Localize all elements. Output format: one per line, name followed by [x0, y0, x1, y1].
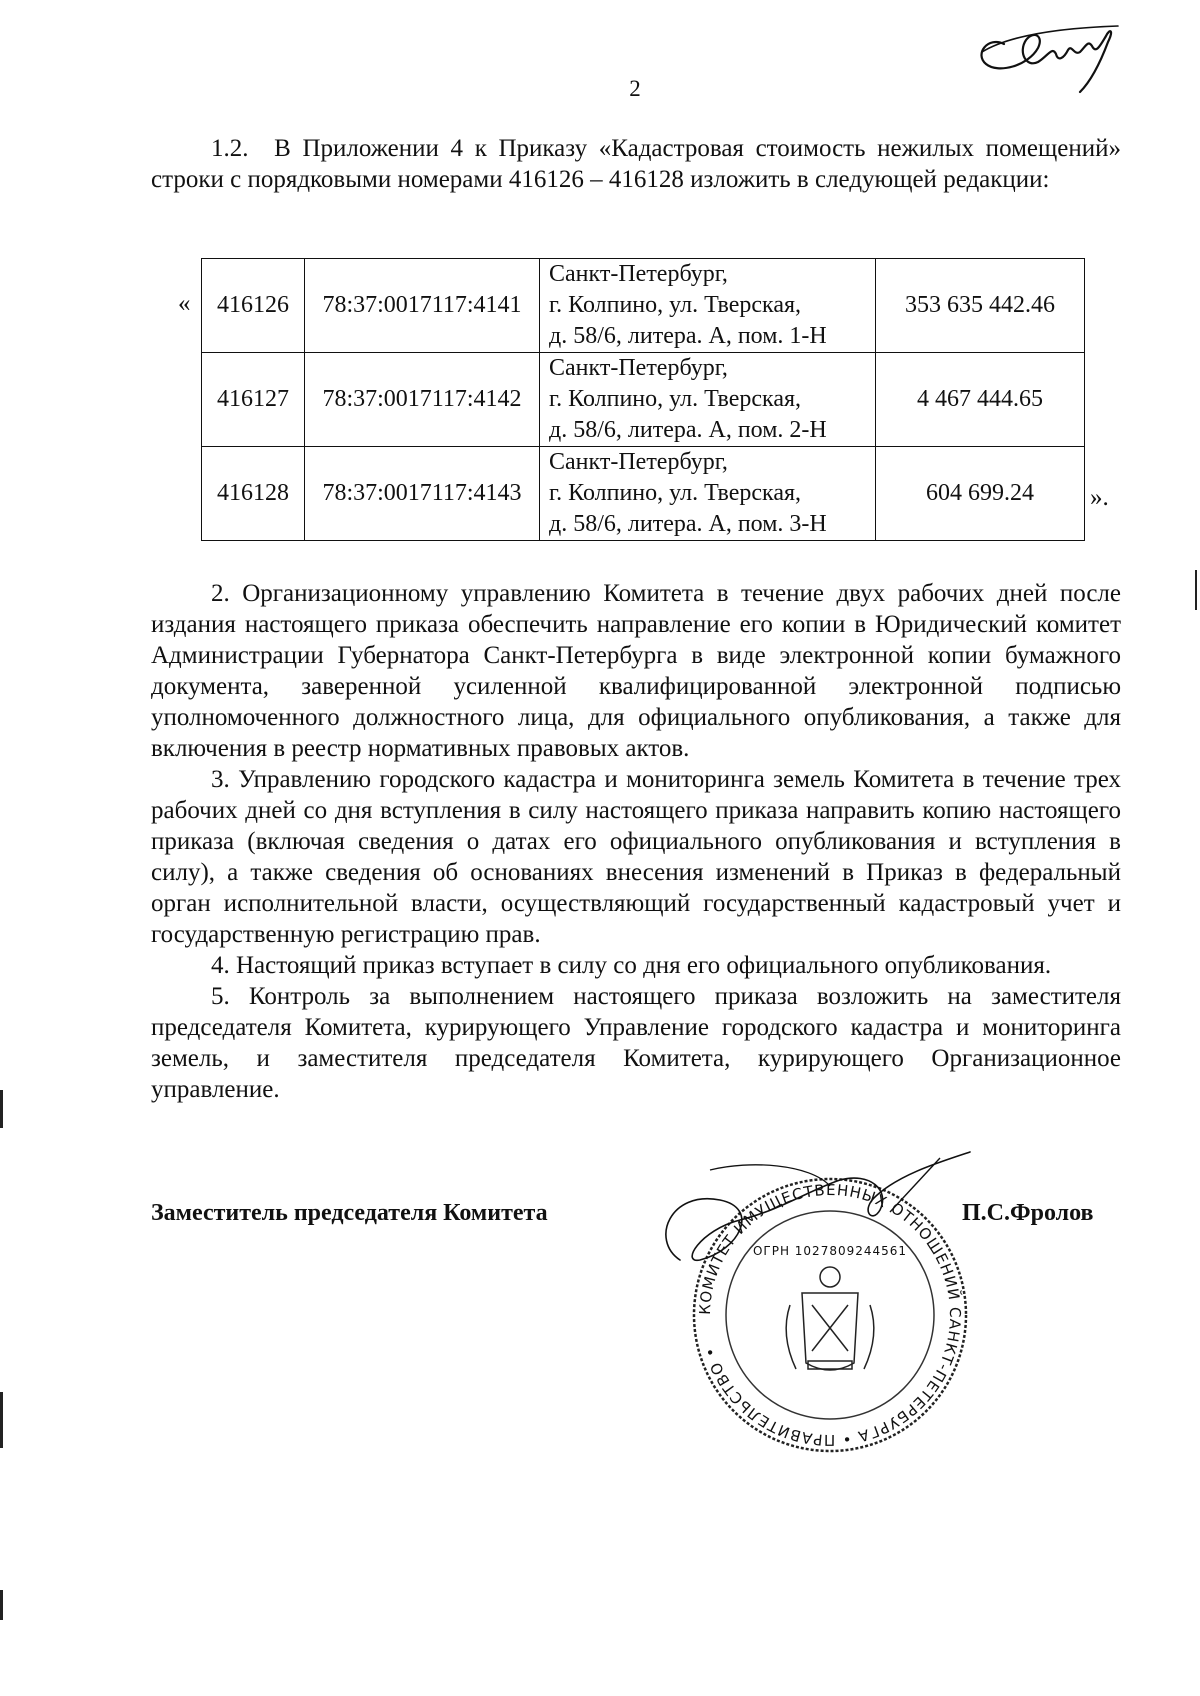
address-line: г. Колпино, ул. Тверская, — [549, 292, 802, 318]
property-address — [540, 259, 876, 353]
cadastral-value: 353 635 442.46 — [876, 259, 1085, 353]
amendment-number: 1.2. — [211, 135, 249, 162]
row-sequence-number: 416127 — [202, 353, 305, 447]
address-line: Санкт-Петербург, — [549, 355, 728, 381]
paragraph-3: 3. Управлению городского кадастра и мониторинга земель Комитета в течение трех рабочих дней со дня вступления в силу настоящего приказа направить копию настоящего приказа (включая сведения о датах его официального опубликования и вступления в силу), а также сведения об основаниях внесения изменений в Приказ в федеральный орган исполнительной власти, осуществляющий государственный кадастровый учет и государственную регистрацию прав. — [151, 766, 1121, 948]
seal-inner-text: ОГРН 1027809244561 — [752, 1244, 908, 1258]
table-quote-open: « — [178, 290, 191, 317]
signatory-title: Заместитель председателя Комитета — [151, 1200, 548, 1226]
row-sequence-number: 416126 — [202, 259, 305, 353]
address-line: д. 58/6, литера. А, пом. 2-Н — [549, 417, 827, 443]
cadastral-number: 78:37:0017117:4143 — [305, 447, 540, 541]
cadastral-number: 78:37:0017117:4141 — [305, 259, 540, 353]
scan-artifact — [0, 1392, 3, 1448]
scan-artifact — [0, 1590, 3, 1620]
cadastral-value: 604 699.24 — [876, 447, 1085, 541]
paragraph-2: 2. Организационному управлению Комитета в течение двух рабочих дней после издания настоящего приказа обеспечить направление его копии в Юридический комитет Администрации Губернатора Санкт-Петербурга в виде электронной копии бумажного документа, заверенной усиленной квалифицированной электронной подписью уполномоченного должностного лица, для официального опубликования, а также для включения в реестр нормативных правовых актов. — [151, 580, 1121, 762]
address-line: д. 58/6, литера. А, пом. 3-Н — [549, 511, 827, 537]
cadastral-value-table — [201, 258, 1085, 541]
table-row — [202, 259, 1085, 353]
amendment-text: В Приложении 4 к Приказу «Кадастровая стоимость нежилых помещений» строки с порядковыми номерами 416126 – 416128 изложить в следующей редакции: — [151, 135, 1121, 193]
cadastral-value: 4 467 444.65 — [876, 353, 1085, 447]
scan-artifact — [0, 1090, 3, 1128]
paragraph-4: 4. Настоящий приказ вступает в силу со дня его официального опубликования. — [211, 952, 1052, 979]
table-row — [202, 353, 1085, 447]
address-line: д. 58/6, литера. А, пом. 1-Н — [549, 323, 827, 349]
signatory-name: П.С.Фролов — [962, 1200, 1094, 1226]
cadastral-number: 78:37:0017117:4142 — [305, 353, 540, 447]
handwritten-signature — [640, 1150, 1000, 1290]
property-address — [540, 353, 876, 447]
page-number: 2 — [629, 76, 641, 101]
address-line: г. Колпино, ул. Тверская, — [549, 480, 802, 506]
address-line: г. Колпино, ул. Тверская, — [549, 386, 802, 412]
table-row — [202, 447, 1085, 541]
property-address — [540, 447, 876, 541]
amendment-paragraph — [151, 133, 1121, 195]
row-sequence-number: 416128 — [202, 447, 305, 541]
paragraph-5: 5. Контроль за выполнением настоящего приказа возложить на заместителя председателя Комитета, курирующего Управление городского кадастра и мониторинга земель, и заместителя председателя Комитета, курирующего Организационное управление. — [151, 983, 1121, 1103]
address-line: Санкт-Петербург, — [549, 449, 728, 475]
seal-ring-text: КОМИТЕТ ИМУЩЕСТВЕННЫХ ОТНОШЕНИЙ САНКТ-ПЕТЕРБУРГА • ПРАВИТЕЛЬСТВО • — [695, 1180, 965, 1450]
scan-artifact — [1195, 570, 1197, 610]
table-quote-close: ». — [1090, 484, 1109, 511]
address-line: Санкт-Петербург, — [549, 261, 728, 287]
